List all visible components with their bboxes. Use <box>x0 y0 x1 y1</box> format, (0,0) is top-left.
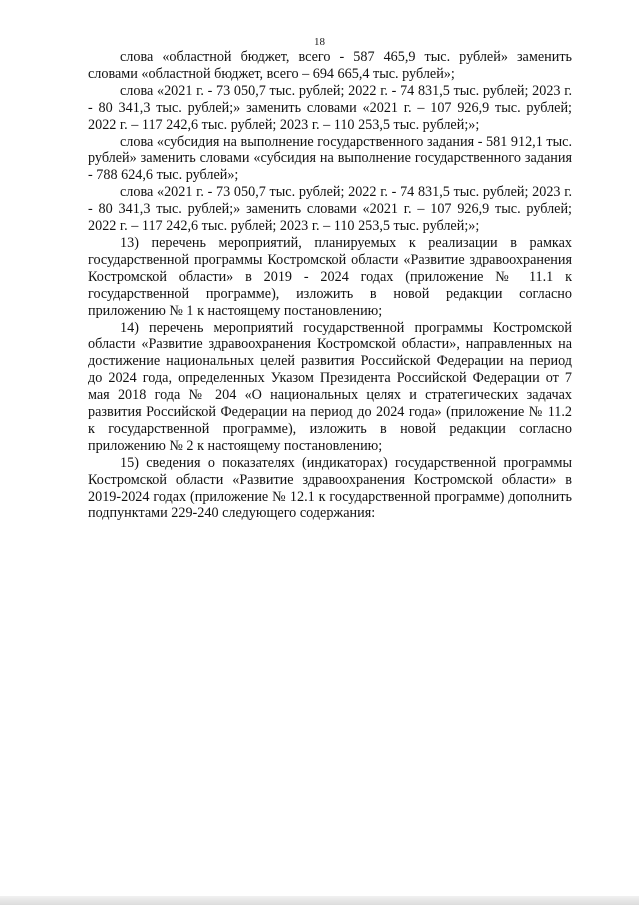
paragraph-item-15: 15) сведения о показателях (индикаторах) государственной программы Костромской области «Развитие здравоохранения Костромской области» в 2019-2024 годах (приложение № 12.1 к государственной программе) дополнить подпунктами 229-240 следующего содержания: <box>88 454 572 522</box>
paragraph-budget-total: слова «областной бюджет, всего - 587 465,9 тыс. рублей» заменить словами «областной бюджет, всего – 694 665,4 тыс. рублей»; <box>88 49 572 82</box>
paragraph-item-14: 14) перечень мероприятий государственной программы Костромской области «Развитие здравоохранения Костромской области», направленных на достижение национальных целей развития Российской Федерации на период до 2024 года, определенных Указом Президента Российской Федерации от 7 мая 2018 года № 204 «О национальных целях и стратегических задачах развития Российской Федерации на период до 2024 года» (приложение № 11.2 к государственной программе), изложить в новой редакции согласно приложению № 2 к настоящему постановлению; <box>88 319 572 454</box>
paragraph-subsidy-years: слова «2021 г. - 73 050,7 тыс. рублей; 2022 г. - 74 831,5 тыс. рублей; 2023 г. - 80 341,3 тыс. рублей;» заменить словами «2021 г. – 107 926,9 тыс. рублей; 2022 г. – 117 242,6 тыс. рублей; 2023 г. – 110 253,5 тыс. рублей;»; <box>88 184 572 235</box>
paragraph-subsidy-total: слова «субсидия на выполнение государственного задания - 581 912,1 тыс. рублей» заменить словами «субсидия на выполнение государственного задания - 788 624,6 тыс. рублей»; <box>88 133 572 184</box>
paragraph-budget-years: слова «2021 г. - 73 050,7 тыс. рублей; 2022 г. - 74 831,5 тыс. рублей; 2023 г. - 80 341,3 тыс. рублей;» заменить словами «2021 г. – 107 926,9 тыс. рублей; 2022 г. – 117 242,6 тыс. рублей; 2023 г. – 110 253,5 тыс. рублей;»; <box>88 82 572 133</box>
paragraph-item-13: 13) перечень мероприятий, планируемых к реализации в рамках государственной программы Костромской области «Развитие здравоохранения Костромской области» в 2019 - 2024 годах (приложение № 11.1 к государственной программе), изложить в новой редакции согласно приложению № 1 к настоящему постановлению; <box>88 234 572 319</box>
page-number: 18 <box>314 36 325 48</box>
document-body <box>88 49 572 522</box>
page-bottom-edge <box>0 896 639 905</box>
